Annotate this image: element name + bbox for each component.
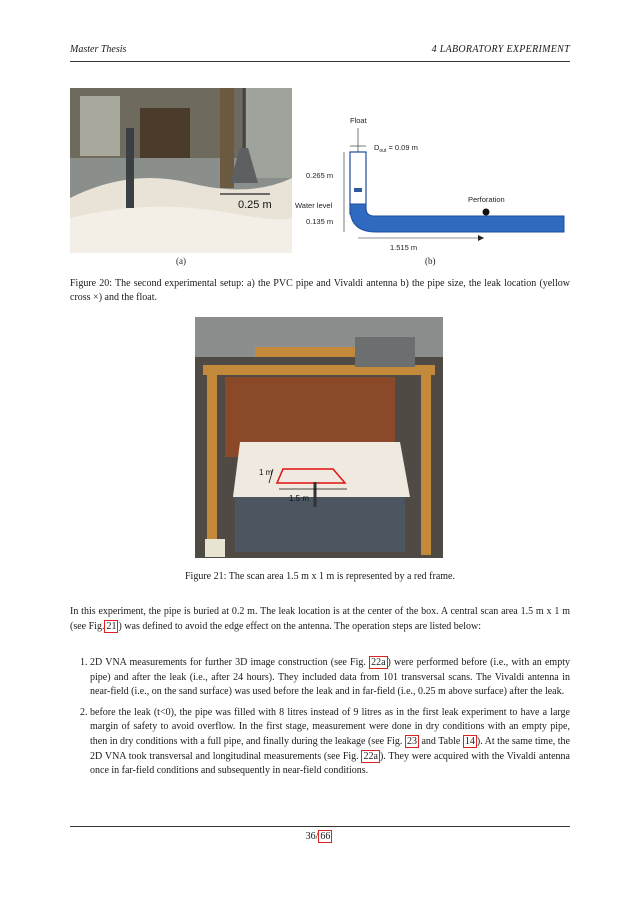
footer-rule: [70, 826, 570, 827]
figure-22a-link-2[interactable]: 22a: [363, 750, 378, 762]
scan-width-label: 1 m: [259, 468, 273, 477]
pipe-antenna-photo: [70, 88, 292, 253]
running-header-right: 4 LABORATORY EXPERIMENT: [431, 44, 570, 55]
header-rule: [70, 61, 570, 62]
figure-23-link[interactable]: 23: [406, 735, 417, 747]
float: [354, 188, 362, 192]
scan-area-photo: [195, 317, 443, 558]
table-14-link[interactable]: 14: [464, 735, 475, 747]
subfigure-a-label: (a): [176, 256, 186, 266]
operation-steps-list: [70, 656, 570, 785]
perforation-marker: [483, 209, 490, 216]
height-upper-label: 0.265 m: [306, 171, 334, 180]
perforation-label: Perforation: [468, 195, 505, 204]
figure20b-diagram: [292, 108, 574, 258]
figure21-caption: Figure 21: The scan area 1.5 m x 1 m is represented by a red frame.: [185, 571, 455, 582]
subfigure-b-label: (b): [425, 256, 436, 266]
float-label: Float: [350, 116, 367, 125]
horizontal-pipe: [350, 204, 564, 232]
list-item: 2. before the leak (t<0), the pipe was filled with 8 litres instead of 9 litres as in the first leak experiment to have a large margin of safety to avoid overflow. In the first stage, measurement were done in dry conditions with an empty pipe, then in dry conditions with a full pipe, and finally during the leakage (see Fig. 23 and Table 14 ). At the same time, the 2D VNA took transversal and longitudinal measurements (see Fig. 22a ). They were acquired with the Vivaldi antenna once in far-field conditions and subsequently in near-field conditions.: [80, 706, 570, 777]
figure21-photo: [195, 317, 443, 558]
page-number: 36/ 66: [305, 831, 331, 842]
figure20-caption: Figure 20: The second experimental setup: a) the PVC pipe and Vivaldi antenna b) the pipe size, the leak location (yellow cross ×) and the float.: [70, 278, 570, 303]
total-pages-link[interactable]: 66: [320, 831, 331, 842]
length-label: 1.515 m: [390, 243, 418, 252]
d-out-label: $D_{out} = 0.09$ m: [374, 143, 418, 154]
height-lower-label: 0.135 m: [306, 217, 334, 226]
running-header-left: Master Thesis: [70, 44, 127, 55]
scan-length-label: 1.5 m: [289, 494, 310, 503]
list-item: 1. 2D VNA measurements for further 3D image construction (see Fig. 22a ) were performed before (i.e., with an empty pipe) and after the leak (i.e., after 24 hours). They included data from 101 transversal scans. The Vivaldi antenna in near-field (i.e., on the sand surface) was used before the leak and in far-field (i.e., 0.25 m above surface) after the leak.: [80, 657, 570, 698]
figure-22a-link[interactable]: 22a: [371, 657, 386, 668]
body-paragraph: In this experiment, the pipe is buried at 0.2 m. The leak location is at the center of the box. A central scan area 1.5 m x 1 m (see Fig. 21 ) was defined to avoid the edge effect on the antenna. The operation steps are listed below:: [70, 606, 570, 632]
photo-label: 0.25 m: [238, 199, 272, 211]
water-level-label: Water level: [295, 201, 333, 210]
figure-21-link[interactable]: 21: [106, 620, 117, 632]
figure20a-photo: [70, 88, 292, 253]
